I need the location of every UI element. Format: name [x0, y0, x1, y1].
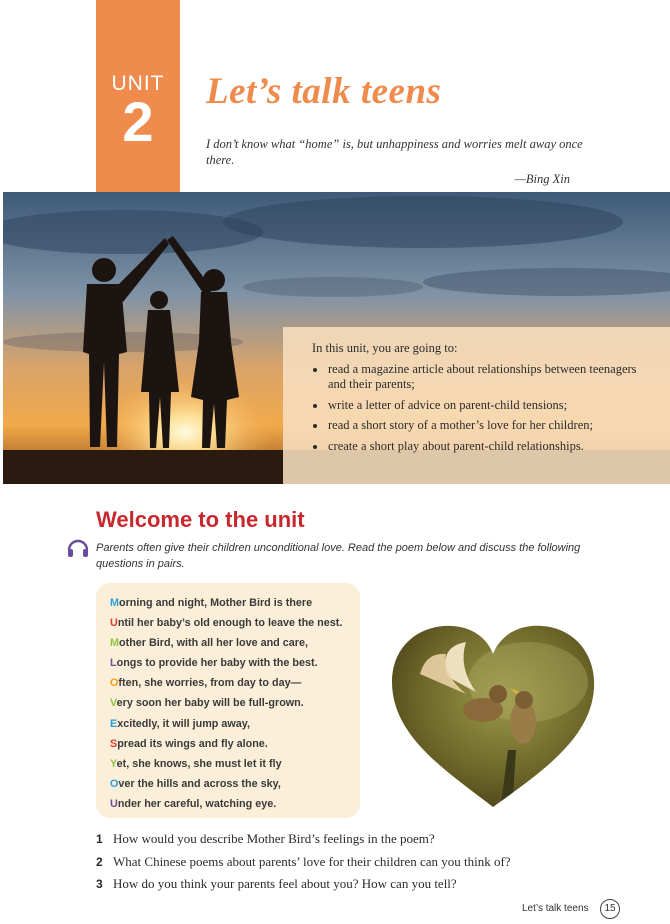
- poem-initial: L: [110, 657, 117, 670]
- poem-initial: V: [110, 697, 117, 710]
- poem-line-text: nder her careful, watching eye.: [117, 797, 277, 810]
- footer-unit-title: Let’s talk teens: [522, 903, 589, 914]
- heart-bird-photo: [388, 622, 598, 812]
- goal-item: read a short story of a mother’s love for her children;: [328, 418, 654, 434]
- question-text: How would you describe Mother Bird’s feelings in the poem?: [113, 831, 435, 846]
- goals-intro: In this unit, you are going to:: [312, 341, 458, 355]
- question-item: [96, 851, 616, 874]
- poem-line-text: et, she knows, she must let it fly: [116, 757, 282, 770]
- question-number: 2: [96, 854, 103, 869]
- headphones-icon[interactable]: [66, 536, 90, 560]
- poem-initial: Y: [110, 757, 117, 770]
- question-number: 1: [96, 832, 103, 846]
- poem-line-text: ntil her baby’s old enough to leave the nest.: [117, 617, 343, 630]
- goal-item: read a magazine article about relationships between teenagers and their parents;: [328, 362, 654, 393]
- poem-line: [110, 673, 360, 693]
- poem-line: [110, 734, 360, 754]
- poem-initial: U: [110, 617, 118, 630]
- poem-line: [110, 794, 360, 814]
- poem-initial: M: [110, 597, 119, 609]
- poem-initial: S: [110, 737, 118, 750]
- question-item: [96, 873, 616, 896]
- poem-line: [110, 633, 360, 653]
- poem-line: [110, 593, 360, 613]
- question-text: What Chinese poems about parents’ love for their children can you think of?: [113, 853, 511, 869]
- poem-initial: U: [110, 797, 118, 810]
- poem-box: [96, 583, 360, 818]
- poem-initial: M: [110, 637, 119, 650]
- poem-line-text: ongs to provide her baby with the best.: [116, 657, 318, 670]
- poem-line: [110, 754, 360, 774]
- page-number: 15: [600, 899, 620, 919]
- poem-line-text: ften, she worries, from day to day—: [118, 677, 302, 690]
- poem-line: [110, 613, 360, 633]
- poem-initial: O: [110, 777, 119, 790]
- poem-initial: E: [110, 717, 118, 730]
- unit-number: 2: [122, 90, 154, 153]
- question-item: [96, 828, 616, 851]
- poem-line: [110, 653, 360, 673]
- poem-line-text: ver the hills and across the sky,: [118, 777, 281, 790]
- poem-line: [110, 714, 360, 734]
- section-title: Welcome to the unit: [96, 507, 305, 532]
- poem-line-text: other Bird, with all her love and care,: [119, 637, 308, 650]
- discussion-questions: [96, 828, 616, 896]
- poem-line-text: ery soon her baby will be full-grown.: [116, 697, 304, 710]
- goals-list: [312, 362, 654, 455]
- goal-item: write a letter of advice on parent-child tensions;: [328, 398, 654, 414]
- unit-banner: [96, 0, 180, 192]
- goal-item: create a short play about parent-child relationships.: [328, 439, 654, 455]
- instruction-text: Parents often give their children unconditional love. Read the poem below and discuss the following questions in pairs.: [96, 542, 581, 570]
- question-text: How do you think your parents feel about you? How can you tell?: [113, 876, 457, 891]
- question-number: 3: [96, 877, 103, 891]
- unit-label: UNIT: [111, 72, 165, 95]
- poem-line-text: pread its wings and fly alone.: [117, 737, 268, 750]
- poem-initial: O: [110, 677, 119, 690]
- epigraph-author: —Bing Xin: [514, 172, 570, 186]
- epigraph-quote: I don’t know what “home” is, but unhappiness and worries melt away once there.: [206, 137, 583, 167]
- poem-line: [110, 774, 360, 794]
- unit-goals-box: [283, 327, 670, 484]
- poem-line-text: xcitedly, it will jump away,: [117, 717, 251, 730]
- poem-line-text: orning and night, Mother Bird is there: [119, 597, 313, 609]
- poem-line: [110, 693, 360, 713]
- page-title: Let’s talk teens: [206, 71, 442, 112]
